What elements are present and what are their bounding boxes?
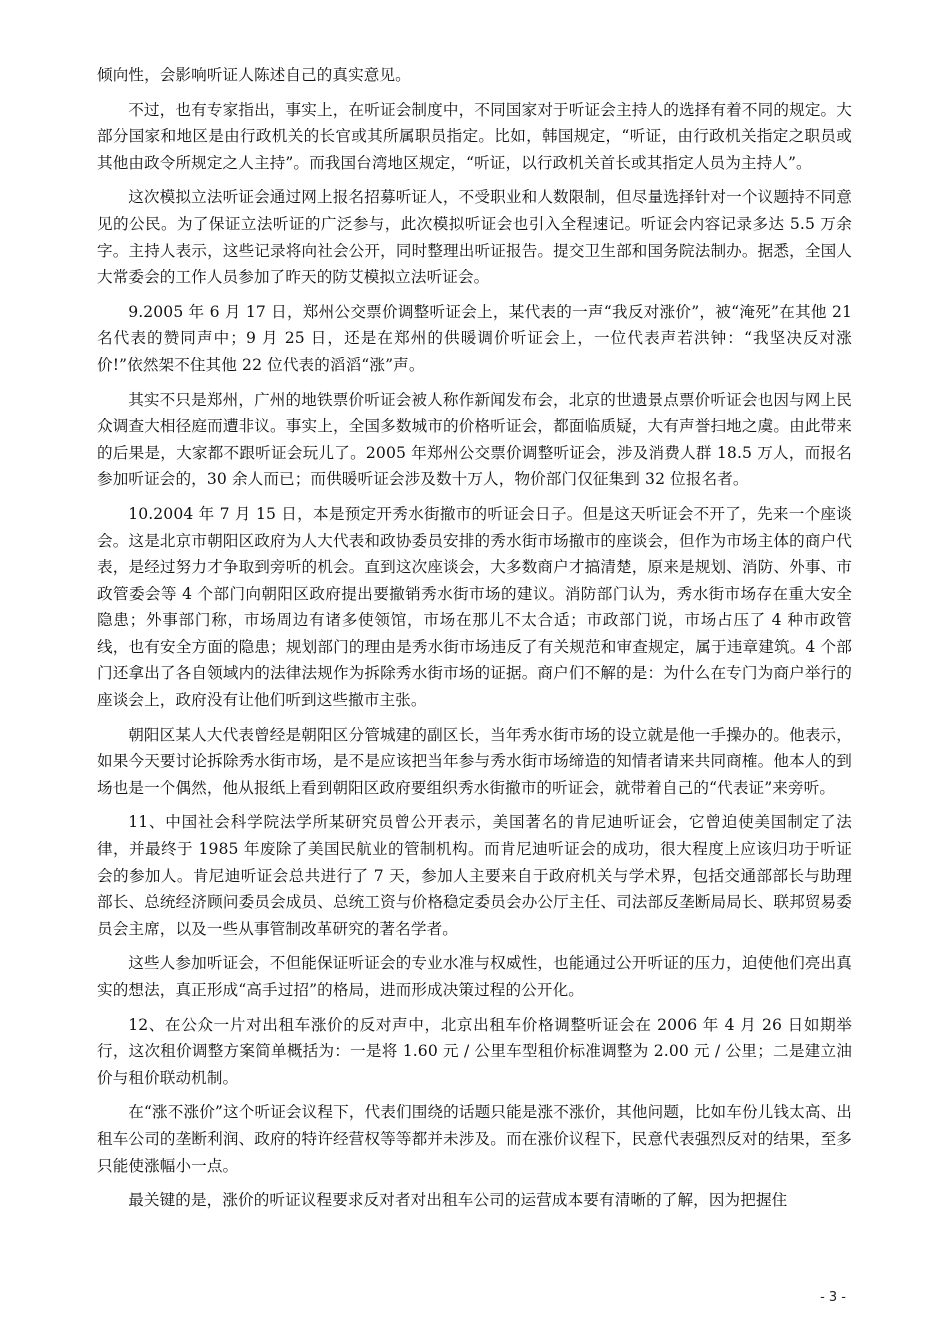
paragraph-3: 这次模拟立法听证会通过网上报名招募听证人，不受职业和人数限制，但尽量选择针对一个议题持不同意见的公民。为了保证立法听证的广泛参与，此次模拟听证会也引入全程速记。听证会内容记录多达 5.5 万余字。主持人表示，这些记录将向社会公开，同时整理出听证报告。提交卫生部和国务院法制办。据悉，全国人大常委会的工作人员参加了昨天的防艾模拟立法听证会。 xyxy=(97,188,852,287)
paragraph-12: 最关键的是，涨价的听证议程要求反对者对出租车公司的运营成本要有清晰的了解，因为把握住 xyxy=(128,1191,788,1210)
paragraph-1: 倾向性，会影响听证人陈述自己的真实意见。 xyxy=(97,66,411,84)
paragraph-7: 朝阳区某人大代表曾经是朝阳区分管城建的副区长，当年秀水街市场的设立就是他一手操办的。他表示，如果今天要讨论拆除秀水街市场，是不是应该把当年参与秀水街市场缔造的知情者请来共同商榷。他本人的到场也是一个偶然，他从报纸上看到朝阳区政府要组织秀水街撤市的听证会，就带着自己的“代表证”来旁听。 xyxy=(97,725,852,797)
paragraph-6: 10.2004 年 7 月 15 日，本是预定开秀水街撤市的听证会日子。但是这天听证会不开了，先来一个座谈会。这是北京市朝阳区政府为人大代表和政协委员安排的秀水街市场撤市的座谈会，但作为市场主体的商户代表，是经过努力才争取到旁听的机会。直到这次座谈会，大多数商户才搞清楚，原来是规划、消防、外事、市政管委会等 4 个部门向朝阳区政府提出要撤销秀水街市场的建议。消防部门认为，秀水街市场存在重大安全隐患；外事部门称，市场周边有诸多使领馆，市场在那儿不太合适；市政部门说，市场占压了 4 种市政管线，也有安全方面的隐患；规划部门的理由是秀水街市场违反了有关规范和审查规定，属于违章建筑。4 个部门还拿出了各自领域内的法律法规作为拆除秀水街市场的证据。商户们不解的是：为什么在专门为商户举行的座谈会上，政府没有让他们听到这些撤市主张。 xyxy=(97,504,852,710)
paragraph-11: 在“涨不涨价”这个听证会议程下，代表们围绕的话题只能是涨不涨价，其他问题，比如车份儿钱太高、出租车公司的垄断利润、政府的特许经营权等等都并未涉及。而在涨价议程下，民意代表强烈反对的结果，至多只能使涨幅小一点。 xyxy=(97,1103,852,1175)
page-number: - 3 - xyxy=(820,1290,846,1305)
document-body xyxy=(97,62,852,1222)
paragraph-8: 11、中国社会科学院法学所某研究员曾公开表示，美国著名的肯尼迪听证会，它曾迫使美国制定了法律，并最终于 1985 年废除了美国民航业的管制机构。而肯尼迪听证会的成功，很大程度上应该归功于听证会的参加人。肯尼迪听证会总共进行了 7 天，参加人主要来自于政府机关与学术界，包括交通部部长与助理部长、总统经济顾问委员会成员、总统工资与价格稳定委员会办公厅主任、司法部反垄断局局长、联邦贸易委员会主席，以及一些从事管制改革研究的著名学者。 xyxy=(97,813,852,938)
paragraph-5: 其实不只是郑州，广州的地铁票价听证会被人称作新闻发布会，北京的世遗景点票价听证会也因与网上民众调查大相径庭而遭非议。事实上，全国多数城市的价格听证会，都面临质疑，大有声誉扫地之虞。由此带来的后果是，大家都不跟听证会玩儿了。2005 年郑州公交票价调整听证会，涉及消费人群 18.5 万人，而报名参加听证会的，30 余人而已；而供暖听证会涉及数十万人，物价部门仅征集到 32 位报名者。 xyxy=(97,390,852,489)
paragraph-4: 9.2005 年 6 月 17 日，郑州公交票价调整听证会上，某代表的一声“我反对涨价”，被“淹死”在其他 21 名代表的赞同声中；9 月 25 日，还是在郑州的供暖调价听证会上，一位代表声若洪钟：“我坚决反对涨价!”依然架不住其他 22 位代表的滔滔“涨”声。 xyxy=(97,302,852,374)
paragraph-9: 这些人参加听证会，不但能保证听证会的专业水准与权威性，也能通过公开听证的压力，迫使他们亮出真实的想法，真正形成“高手过招”的格局，进而形成决策过程的公开化。 xyxy=(97,954,852,999)
paragraph-2: 不过，也有专家指出，事实上，在听证会制度中，不同国家对于听证会主持人的选择有着不同的规定。大部分国家和地区是由行政机关的长官或其所属职员指定。比如，韩国规定，“听证，由行政机关指定之职员或其他由政令所规定之人主持”。而我国台湾地区规定，“听证，以行政机关首长或其指定人员为主持人”。 xyxy=(97,100,852,172)
paragraph-10: 12、在公众一片对出租车涨价的反对声中，北京出租车价格调整听证会在 2006 年 4 月 26 日如期举行，这次租价调整方案简单概括为：一是将 1.60 元 / 公里车型租价标准调整为 2.00 元 / 公里；二是建立油价与租价联动机制。 xyxy=(97,1015,852,1087)
